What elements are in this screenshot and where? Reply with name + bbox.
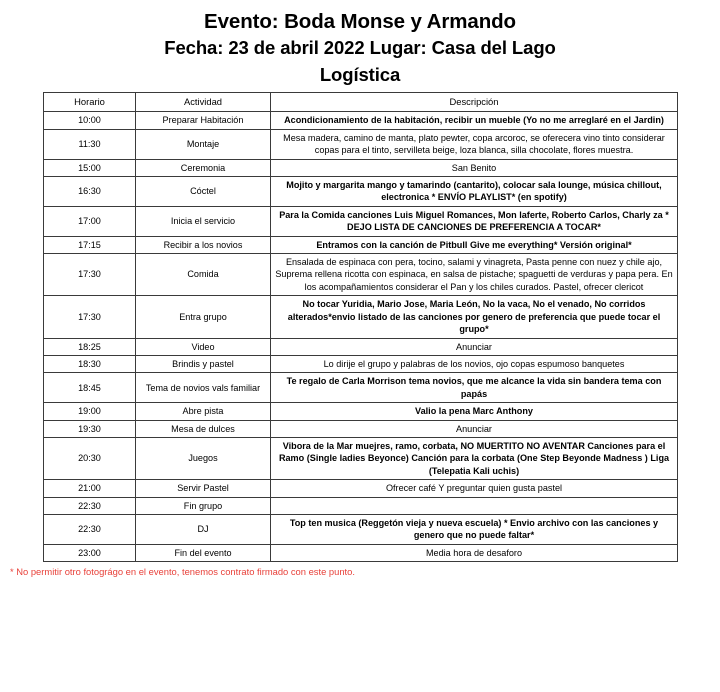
cell-horario: 16:30 [44,177,136,207]
event-date-venue: Fecha: 23 de abril 2022 Lugar: Casa del Lago [164,37,556,58]
cell-actividad: Recibir a los novios [136,236,271,253]
cell-descripcion: Ensalada de espinaca con pera, tocino, salami y vinagreta, Pasta penne con nuez y chile ajo, Suprema rellena ricotta con espinaca, en salsa de pistache; spaguetti de verduras y papa pera. En los acompañamientos considerar el Pan y los chiles curados. Pastel, ofrecer clericot [271,254,678,296]
cell-actividad: DJ [136,514,271,544]
cell-horario: 18:25 [44,338,136,355]
section-title-logistica: Logística [319,64,401,85]
column-header-descripcion: Descripción [271,93,678,112]
table-header-row [44,93,678,112]
cell-horario: 20:30 [44,437,136,479]
cell-actividad: Comida [136,254,271,296]
cell-actividad: Juegos [136,437,271,479]
cell-descripcion: Te regalo de Carla Morrison tema novios, que me alcance la vida sin bandera tema con papás [271,373,678,403]
table-row [44,437,678,479]
cell-descripcion: Anunciar [271,338,678,355]
cell-actividad: Fin grupo [136,497,271,514]
cell-actividad: Entra grupo [136,296,271,338]
table-row [44,355,678,372]
cell-horario: 10:00 [44,112,136,129]
cell-actividad: Preparar Habitación [136,112,271,129]
table-row [44,544,678,561]
cell-actividad: Servir Pastel [136,480,271,497]
table-row [44,373,678,403]
table-body [44,112,678,562]
cell-descripcion: Anunciar [271,420,678,437]
table-header [44,93,678,112]
logistics-table [43,92,678,562]
cell-horario: 22:30 [44,497,136,514]
cell-horario: 23:00 [44,544,136,561]
cell-horario: 17:15 [44,236,136,253]
table-row [44,514,678,544]
cell-descripcion: Mesa madera, camino de manta, plato pewter, copa arcoroc, se oferecera vino tinto considerar copas para el tinto, servilleta beige, loza blanca, silla chocolate, flores muestra. [271,129,678,159]
cell-horario: 17:30 [44,296,136,338]
cell-actividad: Inicia el servicio [136,206,271,236]
cell-descripcion: Media hora de desaforo [271,544,678,561]
table-row [44,497,678,514]
cell-horario: 19:00 [44,403,136,420]
cell-descripcion: Vibora de la Mar muejres, ramo, corbata, NO MUERTITO NO AVENTAR Canciones para el Ramo (Single ladies Beyonce) Canción para la corbata (One Step Beyonde Madness ) Liga (Telepatia Kali uchis) [271,437,678,479]
cell-descripcion: Mojito y margarita mango y tamarindo (cantarito), colocar sala lounge, música chillout, electronica * ENVÍO PLAYLIST* (en spotify) [271,177,678,207]
cell-horario: 18:30 [44,355,136,372]
cell-actividad: Tema de novios vals familiar [136,373,271,403]
table-row [44,177,678,207]
table-row [44,159,678,176]
footnote-no-photographer: * No permitir otro fotográgo en el evento, tenemos contrato firmado con este punto. [10,566,355,578]
cell-descripcion: Entramos con la canción de Pitbull Give me everything* Versión original* [271,236,678,253]
table-row [44,129,678,159]
cell-descripcion: San Benito [271,159,678,176]
cell-horario: 22:30 [44,514,136,544]
table-row [44,296,678,338]
logistics-table-container [43,92,677,562]
table-row [44,112,678,129]
cell-horario: 17:30 [44,254,136,296]
cell-actividad: Fin del evento [136,544,271,561]
cell-horario: 15:00 [44,159,136,176]
cell-horario: 18:45 [44,373,136,403]
cell-actividad: Montaje [136,129,271,159]
document-header [0,0,720,88]
table-row [44,403,678,420]
cell-descripcion: Valio la pena Marc Anthony [271,403,678,420]
table-row [44,480,678,497]
cell-actividad: Video [136,338,271,355]
cell-descripcion [271,497,678,514]
cell-actividad: Abre pista [136,403,271,420]
cell-actividad: Ceremonia [136,159,271,176]
cell-descripcion: Acondicionamiento de la habitación, recibir un mueble (Yo no me arreglaré en el Jardin) [271,112,678,129]
cell-descripcion: No tocar Yuridia, Mario Jose, Maria León, No la vaca, No el venado, No corridos alterados*envio listado de las canciones por genero de preferencia que puede tocar el grupo* [271,296,678,338]
table-row [44,206,678,236]
cell-horario: 19:30 [44,420,136,437]
cell-descripcion: Ofrecer café Y preguntar quien gusta pastel [271,480,678,497]
table-row [44,254,678,296]
cell-horario: 17:00 [44,206,136,236]
column-header-actividad: Actividad [136,93,271,112]
column-header-horario: Horario [44,93,136,112]
cell-actividad: Brindis y pastel [136,355,271,372]
event-title: Evento: Boda Monse y Armando [204,10,516,33]
table-row [44,236,678,253]
cell-horario: 11:30 [44,129,136,159]
table-row [44,420,678,437]
cell-descripcion: Lo dirije el grupo y palabras de los novios, ojo copas espumoso banquetes [271,355,678,372]
table-row [44,338,678,355]
cell-actividad: Cóctel [136,177,271,207]
cell-descripcion: Top ten musica (Reggetón vieja y nueva escuela) * Envio archivo con las canciones y genero que no puede faltar* [271,514,678,544]
cell-descripcion: Para la Comida canciones Luis Miguel Romances, Mon laferte, Roberto Carlos, Charly za * DEJO LISTA DE CANCIONES DE PREFERENCIA A TOCAR* [271,206,678,236]
cell-actividad: Mesa de dulces [136,420,271,437]
cell-horario: 21:00 [44,480,136,497]
